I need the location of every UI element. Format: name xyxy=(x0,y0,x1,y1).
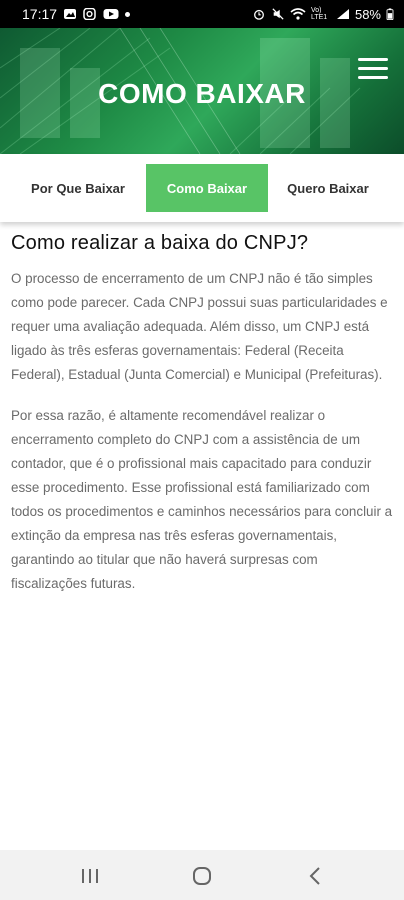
system-navigation-bar xyxy=(0,850,404,900)
notification-dot-icon xyxy=(125,12,130,17)
gallery-icon xyxy=(63,8,77,20)
article xyxy=(11,232,393,613)
tab-bar xyxy=(0,154,404,222)
alarm-icon xyxy=(252,8,266,20)
tab-label: Por Que Baixar xyxy=(31,180,125,196)
hamburger-menu-icon[interactable] xyxy=(358,58,388,82)
hero-banner xyxy=(0,28,404,154)
article-paragraph: O processo de encerramento de um CNPJ não é tão simples como pode parecer. Cada CNPJ possui suas particularidades e requer uma avaliação adequada. Além disso, um CNPJ está ligado às três esferas governamentais: Federal (Receita Federal), Estadual (Junta Comercial) e Municipal (Prefeituras). xyxy=(11,271,388,382)
battery-percent: 58% xyxy=(354,6,381,22)
wifi-icon xyxy=(290,8,306,20)
back-icon[interactable] xyxy=(304,865,328,887)
tab-label: Quero Baixar xyxy=(287,180,369,196)
mute-icon xyxy=(271,8,285,20)
tab-label: Como Baixar xyxy=(166,180,248,196)
article-heading: Como realizar a baixa do CNPJ? xyxy=(11,232,309,254)
instagram-icon xyxy=(83,8,97,20)
status-time: 17:17 xyxy=(22,6,58,22)
signal-icon xyxy=(336,8,350,20)
page-title: COMO BAIXAR xyxy=(98,78,306,109)
home-icon[interactable] xyxy=(190,865,214,887)
article-paragraph: Por essa razão, é altamente recomendável realizar o encerramento completo do CNPJ com a assistência de um contador, que é o profissional mais capacitado para conduzir esse procedimento. Esse profissional está familiarizado com todos os procedimentos e caminhos necessários para concluir a extinção da empresa nas três esferas governamentais, garantindo ao titular que não haverá surpresas com fiscalizações futuras. xyxy=(11,408,393,591)
tab-por-que-baixar[interactable] xyxy=(22,164,134,212)
youtube-icon xyxy=(103,8,119,20)
network-label: Vo) LTE1 xyxy=(310,7,328,21)
battery-icon xyxy=(386,8,394,20)
tab-como-baixar[interactable] xyxy=(146,164,268,212)
tab-quero-baixar[interactable] xyxy=(280,164,376,212)
recent-apps-icon[interactable] xyxy=(78,865,102,887)
status-bar xyxy=(0,0,404,28)
